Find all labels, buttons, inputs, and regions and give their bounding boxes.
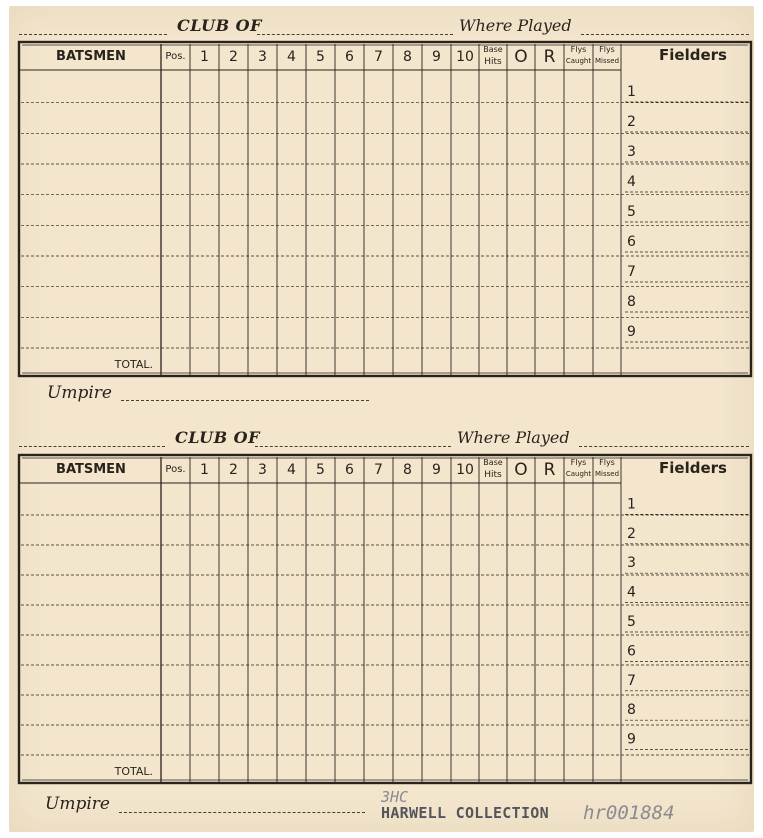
umpire-line[interactable] bbox=[121, 400, 369, 401]
scorecard-sheet bbox=[9, 6, 754, 832]
fielder-number: 9 bbox=[627, 324, 636, 340]
inning-header: 8 bbox=[403, 462, 412, 478]
handwritten-note: 3HC bbox=[381, 788, 409, 806]
fielders-header: Fielders bbox=[659, 46, 727, 64]
total-label: TOTAL. bbox=[114, 358, 153, 371]
outs-header: O bbox=[514, 460, 528, 480]
umpire-label: Umpire bbox=[47, 383, 112, 403]
inning-header: 8 bbox=[403, 49, 412, 65]
club-of-label: CLUB OF bbox=[177, 16, 262, 35]
collection-stamp: HARWELL COLLECTION bbox=[381, 804, 549, 822]
inning-header: 2 bbox=[229, 49, 238, 65]
fielder-number: 5 bbox=[627, 614, 636, 630]
grid-frame bbox=[19, 455, 751, 783]
fielder-number: 1 bbox=[627, 84, 636, 100]
fielder-number: 4 bbox=[627, 584, 636, 601]
header-line bbox=[19, 422, 749, 452]
inning-header: 2 bbox=[229, 462, 238, 478]
runs-header: R bbox=[543, 47, 556, 67]
club-of-label: CLUB OF bbox=[175, 428, 260, 447]
catalog-number: hr001884 bbox=[583, 802, 675, 824]
score-grid-bottom bbox=[9, 453, 754, 787]
fielder-number: 8 bbox=[627, 702, 636, 719]
total-label: TOTAL. bbox=[114, 765, 153, 778]
flys-missed-header: Flys bbox=[599, 45, 615, 54]
flys-missed-header: Missed bbox=[594, 57, 620, 65]
fielder-number: 8 bbox=[627, 294, 636, 310]
fielder-number: 6 bbox=[627, 643, 636, 660]
club-name-line[interactable] bbox=[255, 446, 451, 447]
flys-caught-header: Flys bbox=[570, 45, 587, 54]
base-hits-header: Hits bbox=[484, 470, 502, 480]
fielders-header: Fielders bbox=[659, 459, 727, 477]
fielder-number: 7 bbox=[627, 672, 636, 689]
where-played-label: Where Played bbox=[457, 428, 570, 447]
fielder-number: 3 bbox=[627, 555, 636, 572]
flys-caught-header: Caught bbox=[565, 57, 592, 65]
flys-missed-header: Missed bbox=[594, 470, 620, 478]
flys-missed-header: Flys bbox=[599, 458, 615, 467]
club-dash-left bbox=[19, 446, 165, 447]
where-played-line[interactable] bbox=[581, 34, 749, 35]
inning-header: 4 bbox=[287, 49, 296, 65]
inning-header: 7 bbox=[374, 49, 383, 65]
fielder-number: 7 bbox=[627, 264, 636, 280]
inning-header: 1 bbox=[200, 462, 209, 478]
inning-header: 9 bbox=[432, 49, 441, 65]
where-played-line[interactable] bbox=[579, 446, 749, 447]
fielder-number: 9 bbox=[627, 731, 636, 748]
inning-header: 10 bbox=[456, 49, 474, 65]
flys-caught-header: Caught bbox=[565, 470, 592, 478]
flys-caught-header: Flys bbox=[570, 458, 587, 467]
inning-header: 3 bbox=[258, 49, 267, 65]
batsmen-header: BATSMEN bbox=[56, 462, 126, 477]
fielder-number: 6 bbox=[627, 234, 636, 250]
inning-header: 4 bbox=[287, 462, 296, 478]
club-dash-left bbox=[19, 34, 167, 35]
fielder-number: 4 bbox=[627, 174, 636, 190]
inning-header: 6 bbox=[345, 462, 354, 478]
inning-header: 9 bbox=[432, 462, 441, 478]
inning-header: 10 bbox=[456, 462, 474, 478]
fielder-number: 2 bbox=[627, 114, 636, 130]
umpire-line[interactable] bbox=[119, 812, 365, 813]
outs-header: O bbox=[514, 47, 528, 67]
fielder-number: 3 bbox=[627, 144, 636, 160]
base-hits-header: Base bbox=[483, 458, 503, 467]
base-hits-header: Hits bbox=[484, 57, 502, 67]
club-name-line[interactable] bbox=[257, 34, 453, 35]
inning-header: 6 bbox=[345, 49, 354, 65]
fielder-number: 2 bbox=[627, 525, 636, 542]
runs-header: R bbox=[543, 460, 556, 480]
pos-header: Pos. bbox=[165, 51, 186, 62]
batsmen-header: BATSMEN bbox=[56, 49, 126, 64]
header-line bbox=[19, 10, 749, 40]
where-played-label: Where Played bbox=[459, 16, 572, 35]
inning-header: 5 bbox=[316, 49, 325, 65]
umpire-label: Umpire bbox=[45, 794, 110, 814]
fielder-number: 5 bbox=[627, 204, 636, 220]
inning-header: 3 bbox=[258, 462, 267, 478]
score-grid-top bbox=[9, 40, 754, 380]
base-hits-header: Base bbox=[483, 45, 503, 54]
pos-header: Pos. bbox=[165, 464, 186, 475]
inning-header: 5 bbox=[316, 462, 325, 478]
fielder-number: 1 bbox=[627, 496, 636, 513]
inning-header: 1 bbox=[200, 49, 209, 65]
inning-header: 7 bbox=[374, 462, 383, 478]
grid-frame bbox=[19, 42, 751, 376]
